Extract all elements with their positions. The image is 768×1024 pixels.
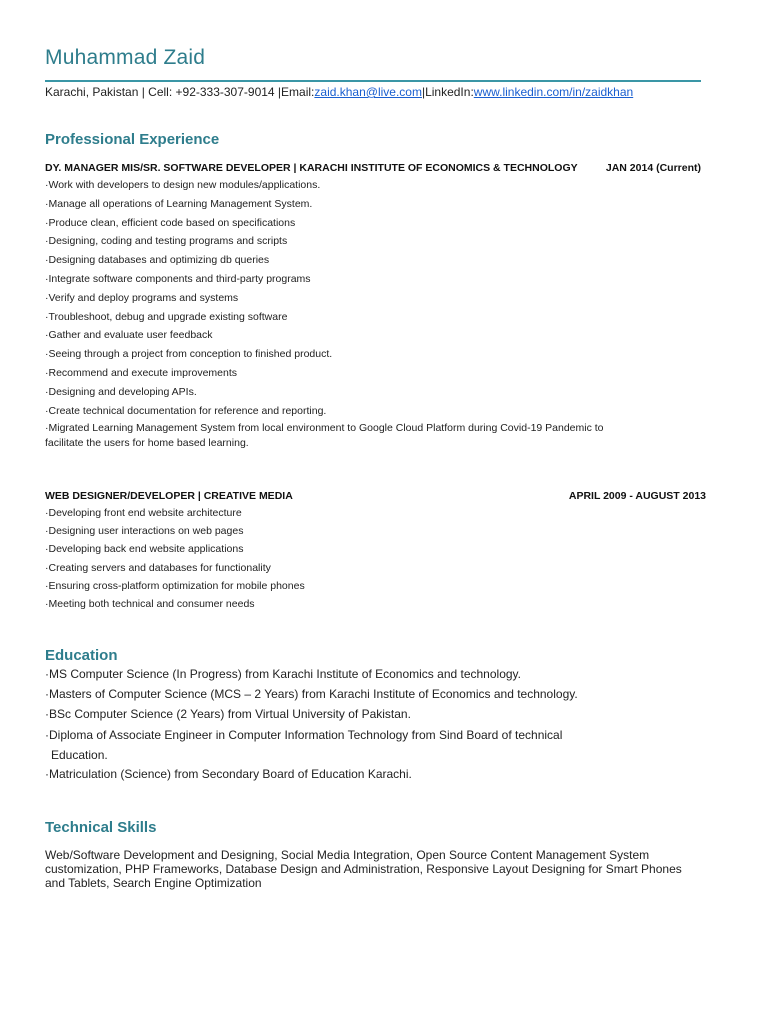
list-item: ·Ensuring cross-platform optimization for mobile phones: [45, 579, 305, 592]
list-item: ·Verify and deploy programs and systems: [45, 291, 239, 304]
list-item: ·Designing databases and optimizing db queries: [45, 254, 270, 267]
list-item: ·Work with developers to design new modules/applications.: [45, 179, 321, 191]
list-item: ·Designing and developing APIs.: [45, 385, 197, 398]
list-item-text: ·Diploma of Associate Engineer in Computer Information Technology from Sind Board of technical: [45, 728, 563, 743]
header-divider: [45, 80, 701, 82]
list-item: ·Designing user interactions on web pages: [45, 525, 244, 538]
list-item: ·MS Computer Science (In Progress) from Karachi Institute of Economics and technology.: [45, 667, 521, 681]
list-item: ·Integrate software components and third-party programs: [45, 272, 311, 285]
list-item: ·Migrated Learning Management System from local environment to Google Cloud Platform during Covid-19 Pandemic to facilitate the users for home based learning.: [45, 422, 604, 450]
location-phone-text: Karachi, Pakistan | Cell: +92-333-307-9014 |Email:: [45, 85, 315, 99]
linkedin-link[interactable]: www.linkedin.com/in/zaidkhan: [473, 85, 634, 99]
list-item: ·Recommend and execute improvements: [45, 366, 238, 379]
contact-line: [45, 85, 633, 99]
list-item: ·Meeting both technical and consumer needs: [45, 597, 255, 610]
linkedin-label: |LinkedIn:: [421, 85, 474, 99]
list-item: ·Creating servers and databases for functionality: [45, 561, 271, 574]
list-item: ·Developing back end website applications: [45, 543, 244, 556]
list-item: ·Masters of Computer Science (MCS – 2 Years) from Karachi Institute of Economics and technology.: [45, 686, 578, 701]
list-item: ·Matriculation (Science) from Secondary Board of Education Karachi.: [45, 767, 412, 782]
list-item-continuation: Education.: [51, 748, 108, 763]
education-list: [45, 666, 605, 786]
education-heading: Education: [45, 647, 118, 664]
skills-heading: Technical Skills: [45, 819, 157, 836]
list-item: ·BSc Computer Science (2 Years) from Virtual University of Pakistan.: [45, 706, 411, 721]
list-item: ·Designing, coding and testing programs and scripts: [45, 235, 288, 248]
experience-heading: Professional Experience: [45, 131, 220, 148]
list-item: ·Create technical documentation for reference and reporting.: [45, 404, 327, 417]
list-item: ·Troubleshoot, debug and upgrade existing software: [45, 310, 288, 323]
job-title: DY. MANAGER MIS/SR. SOFTWARE DEVELOPER | KARACHI INSTITUTE OF ECONOMICS & TECHNOLOGY: [45, 162, 578, 174]
list-item: [45, 725, 605, 766]
skills-text: Web/Software Development and Designing, Social Media Integration, Open Source Content Management System customization, PHP Frameworks, Database Design and Administration, Responsive Layout Designing for Smart Phones and Tablets, Search Engine Optimization: [45, 848, 682, 890]
candidate-name: Muhammad Zaid: [45, 46, 206, 69]
job-1-responsibilities: [45, 177, 605, 451]
list-item: ·Gather and evaluate user feedback: [45, 329, 213, 342]
job-dates: APRIL 2009 - AUGUST 2013: [568, 490, 706, 502]
email-link[interactable]: zaid.khan@live.com: [314, 85, 422, 99]
list-item: ·Manage all operations of Learning Management System.: [45, 197, 313, 210]
job-2-responsibilities: [45, 505, 305, 614]
list-item: ·Seeing through a project from conception to finished product.: [45, 348, 333, 361]
job-dates: JAN 2014 (Current): [605, 162, 701, 174]
job-title: WEB DESIGNER/DEVELOPER | CREATIVE MEDIA: [45, 490, 293, 502]
list-item: ·Produce clean, efficient code based on specifications: [45, 216, 296, 229]
list-item: ·Developing front end website architecture: [45, 507, 242, 519]
